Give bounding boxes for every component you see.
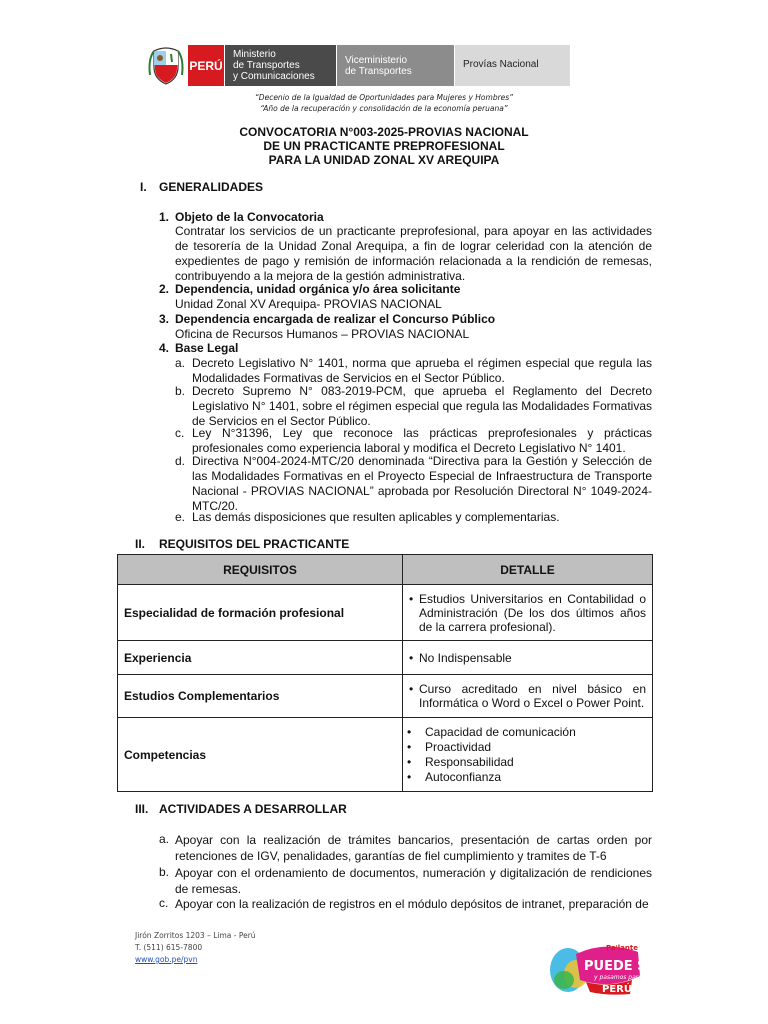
svg-text:PUEDE SE: PUEDE SE <box>584 959 656 974</box>
provias-label: Provías Nacional <box>454 45 570 86</box>
base-legal-d-letter: d. <box>175 454 186 468</box>
row-label: Experiencia <box>118 641 403 675</box>
row-label: Competencias <box>118 718 403 792</box>
detail-bullet: • Responsabilidad <box>407 754 514 769</box>
base-legal-e-letter: e. <box>175 510 186 524</box>
footer-web-link[interactable]: www.gob.pe/pvn <box>135 955 198 964</box>
motto-1: “Decenio de la Igualdad de Oportunidades para Mujeres y Hombres” <box>254 93 514 102</box>
table-row <box>118 718 653 792</box>
activity-b-letter: b. <box>159 865 170 879</box>
campaign-logo <box>546 940 656 996</box>
section-1-title: GENERALIDADES <box>159 180 264 194</box>
item-4-num: 4. <box>159 341 170 355</box>
requirements-table <box>117 554 653 792</box>
item-1-title: Objeto de la Convocatoria <box>175 210 324 224</box>
item-4-title: Base Legal <box>175 341 239 355</box>
base-legal-b-letter: b. <box>175 384 186 398</box>
activity-a: Apoyar con la realización de trámites bancarios, presentación de cartas orden por retenciones de IGV, penalidades, garantías de fiel cumplimiento y tramites de T-6 <box>175 833 652 863</box>
section-3-title: ACTIVIDADES A DESARROLLAR <box>159 802 347 816</box>
base-legal-e: Las demás disposiciones que resulten aplicables y complementarias. <box>192 510 560 524</box>
item-1-text: Contratar los servicios de un practicante preprofesional, para apoyar en las actividades de tesorería de la Unidad Zonal Arequipa, a fin de lograr celeridad con la atención de expedientes de pago y remisión de información relacionada a la rendición de remesas, contribuyendo a la mejora de la gestión administrativa. <box>175 224 652 283</box>
detail-bullet: • Autoconfianza <box>407 769 502 784</box>
doc-title-line-1: CONVOCATORIA N°003-2025-PROVIAS NACIONAL <box>239 125 529 139</box>
base-legal-c-letter: c. <box>175 426 185 440</box>
col-detalle: DETALLE <box>403 555 653 585</box>
doc-title-line-2: DE UN PRACTICANTE PREPROFESIONAL <box>263 139 505 153</box>
base-legal-a-letter: a. <box>175 356 186 370</box>
footer-phone: T. (511) 615-7800 <box>135 943 203 952</box>
activity-c: Apoyar con la realización de registros en el módulo depósitos de intranet, preparación de <box>175 897 649 911</box>
base-legal-c: Ley N°31396, Ley que reconoce las prácticas preprofesionales y prácticas profesionales como experiencia laboral y modifica el Decreto Legislativo N° 1401. <box>192 426 652 455</box>
peru-label: PERÚ <box>188 45 224 86</box>
detail-bullet: • Proactividad <box>407 739 492 754</box>
activity-c-letter: c. <box>159 896 169 910</box>
coat-of-arms-icon <box>148 45 184 86</box>
table-row <box>118 585 653 641</box>
svg-text:Pa'lante: Pa'lante <box>606 944 639 952</box>
item-3-title: Dependencia encargada de realizar el Concurso Público <box>175 312 496 326</box>
svg-text:PERÚ: PERÚ <box>602 984 632 995</box>
item-3-num: 3. <box>159 312 170 326</box>
section-1-num: I. <box>140 180 147 194</box>
item-2-num: 2. <box>159 282 170 296</box>
base-legal-a: Decreto Legislativo N° 1401, norma que aprueba el régimen especial que regula las Modalidades Formativas de Servicios en el Sector Público. <box>192 356 652 385</box>
item-3-text: Oficina de Recursos Humanos – PROVIAS NACIONAL <box>175 327 470 341</box>
base-legal-d: Directiva N°004-2024-MTC/20 denominada “Directiva para la Gestión y Selección de las Modalidades Formativas en el Proyecto Especial de Infraestructura de Transporte Nacional - PROVIAS NACIONAL” aprobada por Resolución Directoral N° 1049-2024-MTC/20. <box>192 454 652 513</box>
footer-address: Jirón Zorritos 1203 – Lima - Perú <box>135 931 256 940</box>
row-label: Especialidad de formación profesional <box>118 585 403 641</box>
activity-b: Apoyar con el ordenamiento de documentos, numeración y digitalización de rendiciones de remesas. <box>175 866 652 896</box>
detail-bullet: • Curso acreditado en nivel básico en Informática o Word o Excel o Power Point. <box>409 682 646 710</box>
detail-bullet: • Estudios Universitarios en Contabilidad o Administración (De los dos últimos años de la carrera profesional). <box>409 591 646 634</box>
section-3-num: III. <box>135 802 149 816</box>
header-banner <box>148 45 570 86</box>
table-row <box>118 641 653 675</box>
table-header-row <box>118 555 653 585</box>
viceministerio-label: Viceministerio de Transportes <box>336 45 454 86</box>
base-legal-b: Decreto Supremo N° 083-2019-PCM, que aprueba el Reglamento del Decreto Legislativo N° 1401, sobre el régimen especial que regula las Modalidades Formativas de Servicios en el Sector Público. <box>192 384 652 428</box>
detail-bullet: • No Indispensable <box>409 650 512 665</box>
col-requisitos: REQUISITOS <box>118 555 403 585</box>
table-row <box>118 675 653 718</box>
row-label: Estudios Complementarios <box>118 675 403 718</box>
detail-bullet: • Capacidad de comunicación <box>407 724 576 739</box>
item-2-title: Dependencia, unidad orgánica y/o área solicitante <box>175 282 461 296</box>
section-2-num: II. <box>135 537 146 551</box>
svg-text:y pasamos para: y pasamos para <box>594 974 642 981</box>
section-2-title: REQUISITOS DEL PRACTICANTE <box>159 537 350 551</box>
doc-title-line-3: PARA LA UNIDAD ZONAL XV AREQUIPA <box>268 153 500 167</box>
item-2-text: Unidad Zonal XV Arequipa- PROVIAS NACIONAL <box>175 297 442 311</box>
activity-a-letter: a. <box>159 832 170 846</box>
item-1-num: 1. <box>159 210 170 224</box>
motto-2: “Año de la recuperación y consolidación de la economía peruana” <box>260 104 508 113</box>
ministerio-label: Ministerio de Transportes y Comunicaciones <box>224 45 336 86</box>
